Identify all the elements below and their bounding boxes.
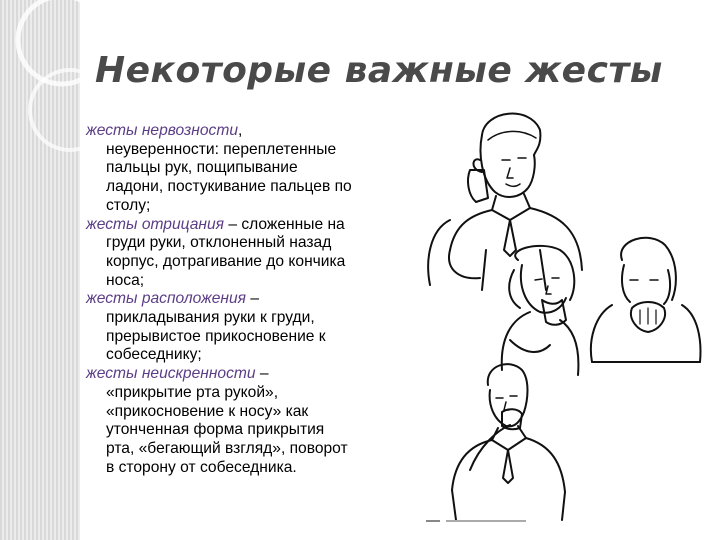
figure-caption	[426, 518, 536, 524]
item-text: пальцы рук, пощипывание	[106, 159, 298, 177]
decorative-side-strip	[0, 0, 80, 540]
item-text: «прикосновение к носу» как	[106, 402, 309, 420]
item-text: столу;	[106, 196, 151, 214]
list-item	[86, 290, 406, 365]
gesture-illustration	[410, 100, 710, 530]
item-text: ,	[238, 122, 243, 139]
item-text: рта, «бегающий взгляд», поворот	[106, 439, 348, 457]
gesture-list	[86, 122, 406, 477]
item-text: –	[255, 365, 269, 383]
item-text: носа;	[106, 271, 145, 289]
item-text: корпус, дотрагивание до кончика	[106, 252, 346, 270]
man-hand-to-mouth-figure	[452, 364, 565, 520]
man-phone-figure	[428, 114, 582, 290]
item-text: в сторону от собеседника.	[106, 458, 297, 476]
item-text: прерывистое прикосновение к	[106, 327, 326, 345]
item-text: – сложенные на	[224, 215, 345, 233]
list-item	[86, 122, 406, 216]
decorative-circles	[0, 0, 80, 540]
woman-hand-to-face-figure	[502, 246, 579, 375]
item-text: собеседнику;	[106, 346, 202, 364]
item-text: прикладывания руки к груди,	[106, 309, 315, 327]
term-label: жесты нервозности	[86, 122, 239, 139]
term-label: жесты отрицания	[86, 215, 224, 233]
item-text: –	[245, 290, 259, 308]
term-label: жесты неискренности	[86, 365, 256, 383]
item-text: груди руки, отклоненный назад	[106, 234, 332, 252]
woman-hands-clasped-figure	[591, 238, 701, 362]
list-item	[86, 216, 406, 291]
term-label: жесты расположения	[86, 290, 246, 308]
item-text: ладони, постукивание пальцев по	[106, 178, 352, 196]
item-text: «прикрытие рта рукой»,	[106, 383, 279, 401]
item-text: утонченная форма прикрытия	[106, 421, 325, 439]
item-text: неуверенности: переплетенные	[106, 140, 337, 158]
list-item	[86, 365, 406, 477]
page-title: Некоторые важные жесты	[95, 50, 663, 91]
